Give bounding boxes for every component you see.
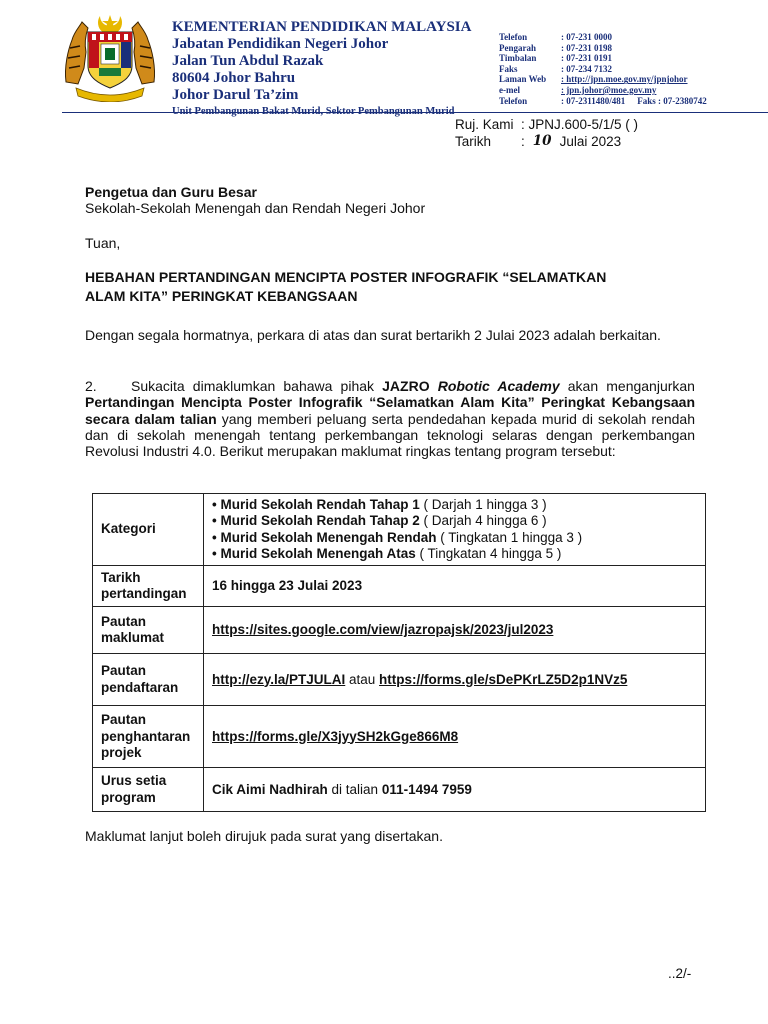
- table-row: [93, 706, 706, 768]
- info-link[interactable]: https://sites.google.com/view/jazropajsk/2023/jul2023: [212, 622, 554, 638]
- category-name: • Murid Sekolah Menengah Atas: [212, 545, 416, 561]
- category-name: • Murid Sekolah Rendah Tahap 2: [212, 513, 420, 529]
- website-link[interactable]: : http://jpn.moe.gov.my/jpnjohor: [561, 74, 688, 85]
- table-value: [204, 654, 706, 706]
- table-row: [93, 494, 706, 566]
- key-line: maklumat: [101, 630, 165, 646]
- letterhead-block: [172, 18, 471, 119]
- organizer-name: JAZRO: [382, 378, 438, 394]
- contact-row: [499, 53, 707, 64]
- email-link[interactable]: : jpn.johor@moe.gov.my: [561, 84, 657, 95]
- subject-line-1: HEBAHAN PERTANDINGAN MENCIPTA POSTER INFOGRAFIK “SELAMATKAN: [85, 269, 607, 285]
- contact-row: [499, 43, 707, 54]
- table-row: [93, 607, 706, 654]
- subject-heading: [85, 268, 695, 306]
- table-key: [93, 566, 204, 607]
- contact-value: : 07-231 0000: [561, 32, 612, 42]
- reference-block: [455, 116, 638, 150]
- event-name: Pertandingan Mencipta Poster Infografik “Selamatkan Alam Kita” Peringkat Kebangsaan secara dalam talian: [85, 394, 695, 427]
- contact-label: Telefon: [499, 95, 528, 106]
- salutation: Tuan,: [85, 235, 121, 251]
- contact-value: : 07-2311480/481: [561, 95, 626, 106]
- secretariat-phone: 011-1494 7959: [381, 781, 472, 797]
- secretariat-name: Cik Aimi Nadhirah: [212, 781, 328, 797]
- category-range: ( Darjah 1 hingga 3 ): [419, 497, 547, 512]
- table-row: [93, 768, 706, 812]
- date-day-handwritten: 10: [532, 133, 552, 149]
- paragraph-2: [85, 378, 695, 459]
- ref-label: Ruj. Kami: [455, 117, 514, 132]
- fax-value: Faks : 07-2380742: [637, 95, 707, 106]
- key-line: penghantaran: [101, 728, 191, 744]
- contact-value: : 07-231 0198: [561, 42, 612, 53]
- recipient-line: Sekolah-Sekolah Menengah dan Rendah Negeri Johor: [85, 200, 426, 217]
- category-range: ( Tingkatan 4 hingga 5 ): [415, 545, 562, 561]
- key-line: Pautan: [101, 663, 147, 679]
- contact-label: e-mel: [499, 84, 520, 95]
- list-item: [212, 530, 697, 546]
- paragraph-number: 2.: [85, 378, 97, 394]
- table-value: [204, 607, 706, 654]
- date-label: Tarikh: [455, 134, 492, 149]
- organizer-name-italic: Robotic Academy: [437, 378, 560, 394]
- link-separator: atau: [345, 671, 380, 687]
- registration-link-short[interactable]: http://ezy.la/PTJULAI: [212, 671, 346, 687]
- table-row: [93, 566, 706, 607]
- contact-row: [499, 74, 707, 85]
- recipient-block: [85, 184, 695, 217]
- paragraph-text: Sukacita dimaklumkan bahawa pihak: [131, 378, 383, 394]
- key-line: pendaftaran: [101, 679, 179, 695]
- address-street: Jalan Tun Abdul Razak: [172, 53, 324, 69]
- key-line: program: [101, 789, 156, 805]
- ref-value: : JPNJ.600-5/1/5 ( ): [521, 117, 639, 132]
- submission-link[interactable]: https://forms.gle/X3jyySH2kGge866M8: [212, 728, 459, 744]
- table-key: [93, 768, 204, 812]
- key-line: Pautan: [101, 712, 147, 728]
- contact-label: Laman Web: [499, 74, 547, 85]
- contact-block: [499, 32, 707, 106]
- contact-label: Faks: [499, 63, 518, 74]
- coat-of-arms-logo: [62, 12, 158, 102]
- list-item: [212, 546, 697, 562]
- contact-row: [499, 32, 707, 43]
- category-range: ( Tingkatan 1 hingga 3 ): [436, 529, 583, 545]
- contact-label: Pengarah: [499, 42, 536, 53]
- department-name: Jabatan Pendidikan Negeri Johor: [172, 36, 389, 52]
- paragraph-text: akan menganjurkan: [559, 378, 695, 394]
- closing-text: Maklumat lanjut boleh dirujuk pada surat yang disertakan.: [85, 828, 443, 844]
- table-row: [93, 654, 706, 706]
- category-name: • Murid Sekolah Menengah Rendah: [212, 529, 437, 545]
- contact-row: [499, 64, 707, 75]
- date-month-year: Julai 2023: [559, 134, 622, 149]
- key-line: projek: [101, 744, 142, 760]
- table-key: [93, 706, 204, 768]
- category-name: • Murid Sekolah Rendah Tahap 1: [212, 497, 420, 512]
- contact-row: [499, 85, 707, 96]
- page-continuation-marker: ..2/-: [668, 966, 692, 981]
- unit-name: Unit Pembangunan Bakat Murid, Sektor Pembangunan Murid: [172, 106, 455, 117]
- key-line: pertandingan: [101, 586, 187, 602]
- competition-dates: 16 hingga 23 Julai 2023: [204, 566, 706, 607]
- table-value: [204, 768, 706, 812]
- paragraph-1: Dengan segala hormatnya, perkara di atas dan surat bertarikh 2 Julai 2023 adalah berkaitan.: [85, 327, 661, 343]
- category-range: ( Darjah 4 hingga 6 ): [419, 513, 547, 529]
- table-key: Kategori: [93, 494, 204, 566]
- recipient-title: Pengetua dan Guru Besar: [85, 184, 257, 200]
- letterhead-divider: [62, 112, 768, 113]
- table-value: [204, 494, 706, 566]
- key-line: Tarikh: [101, 569, 141, 585]
- contact-label: Timbalan: [499, 53, 537, 64]
- contact-value: : 07-234 7132: [561, 63, 612, 74]
- list-item: [212, 513, 697, 529]
- table-key: [93, 654, 204, 706]
- registration-link-form[interactable]: https://forms.gle/sDePKrLZ5D2p1NVz5: [379, 671, 628, 687]
- key-line: Pautan: [101, 613, 147, 629]
- programme-info-table: [92, 493, 706, 812]
- contact-label: Telefon: [499, 32, 528, 42]
- list-item: [212, 497, 697, 513]
- address-postcode-city: 80604 Johor Bahru: [172, 70, 296, 86]
- table-key: [93, 607, 204, 654]
- date-colon: :: [521, 134, 525, 149]
- contact-value: : 07-231 0191: [561, 53, 612, 64]
- contact-row: [499, 96, 707, 107]
- table-value: [204, 706, 706, 768]
- subject-line-2: ALAM KITA” PERINGKAT KEBANGSAAN: [85, 288, 358, 304]
- secretariat-mid: di talian: [327, 781, 382, 797]
- address-state: Johor Darul Ta’zim: [172, 87, 299, 103]
- key-line: Urus setia: [101, 773, 167, 789]
- paragraph-text: yang memberi peluang serta pendedahan kepada murid di sekolah rendah dan di sekolah menengah tentang perkembangan teknologi selaras dengan perkembangan Revolusi Industri 4.0. Berikut merupakan maklumat ringkas tentang program tersebut:: [85, 410, 695, 460]
- ministry-name: KEMENTERIAN PENDIDIKAN MALAYSIA: [172, 19, 472, 35]
